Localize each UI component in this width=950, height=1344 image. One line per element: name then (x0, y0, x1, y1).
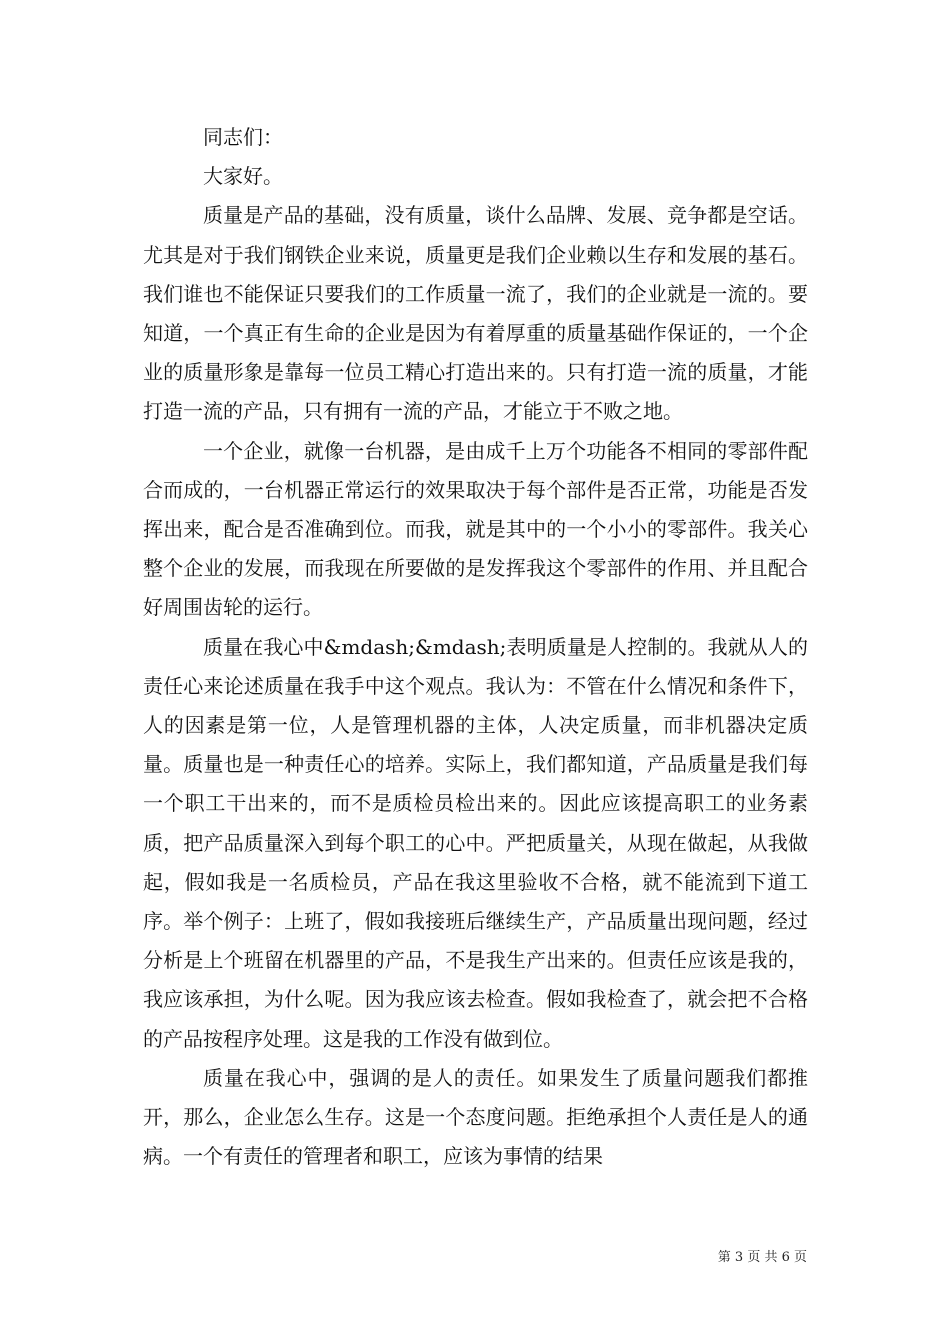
paragraph-4: 质量在我心中，强调的是人的责任。如果发生了质量问题我们都推开，那么，企业怎么生存。这是一个态度问题。拒绝承担个人责任是人的通病。一个有责任的管理者和职工，应该为事情的结果 (143, 1065, 808, 1169)
document-body (143, 118, 808, 1176)
paragraph-2: 一个企业，就像一台机器，是由成千上万个功能各不相同的零部件配合而成的，一台机器正常运行的效果取决于每个部件是否正常，功能是否发挥出来，配合是否准确到位。而我，就是其中的一个小小的零部件。我关心整个企业的发展，而我现在所要做的是发挥我这个零部件的作用、并且配合好周围齿轮的运行。 (143, 438, 808, 620)
greeting-line: 同志们： (203, 125, 283, 149)
paragraph-1: 质量是产品的基础，没有质量，谈什么品牌、发展、竞争都是空话。尤其是对于我们钢铁企业来说，质量更是我们企业赖以生存和发展的基石。我们谁也不能保证只要我们的工作质量一流了，我们的企业就是一流的。要知道，一个真正有生命的企业是因为有着厚重的质量基础作保证的，一个企业的质量形象是靠每一位员工精心打造出来的。只有打造一流的质量，才能打造一流的产品，只有拥有一流的产品，才能立于不败之地。 (143, 203, 808, 424)
paragraph-3: 质量在我心中&mdash;&mdash;表明质量是人控制的。我就从人的责任心来论述质量在我手中这个观点。我认为：不管在什么情况和条件下，人的因素是第一位，人是管理机器的主体，人决定质量，而非机器决定质量。质量也是一种责任心的培养。实际上，我们都知道，产品质量是我们每一个职工干出来的，而不是质检员检出来的。因此应该提高职工的业务素质，把产品质量深入到每个职工的心中。严把质量关，从现在做起，从我做起，假如我是一名质检员，产品在我这里验收不合格，就不能流到下道工序。举个例子：上班了，假如我接班后继续生产，产品质量出现问题，经过分析是上个班留在机器里的产品，不是我生产出来的。但责任应该是我的，我应该承担，为什么呢。因为我应该去检查。假如我检查了，就会把不合格的产品按程序处理。这是我的工作没有做到位。 (143, 634, 808, 1051)
page-number: 第 3 页 共 6 页 (717, 1250, 807, 1265)
salutation-line: 大家好。 (203, 164, 283, 189)
